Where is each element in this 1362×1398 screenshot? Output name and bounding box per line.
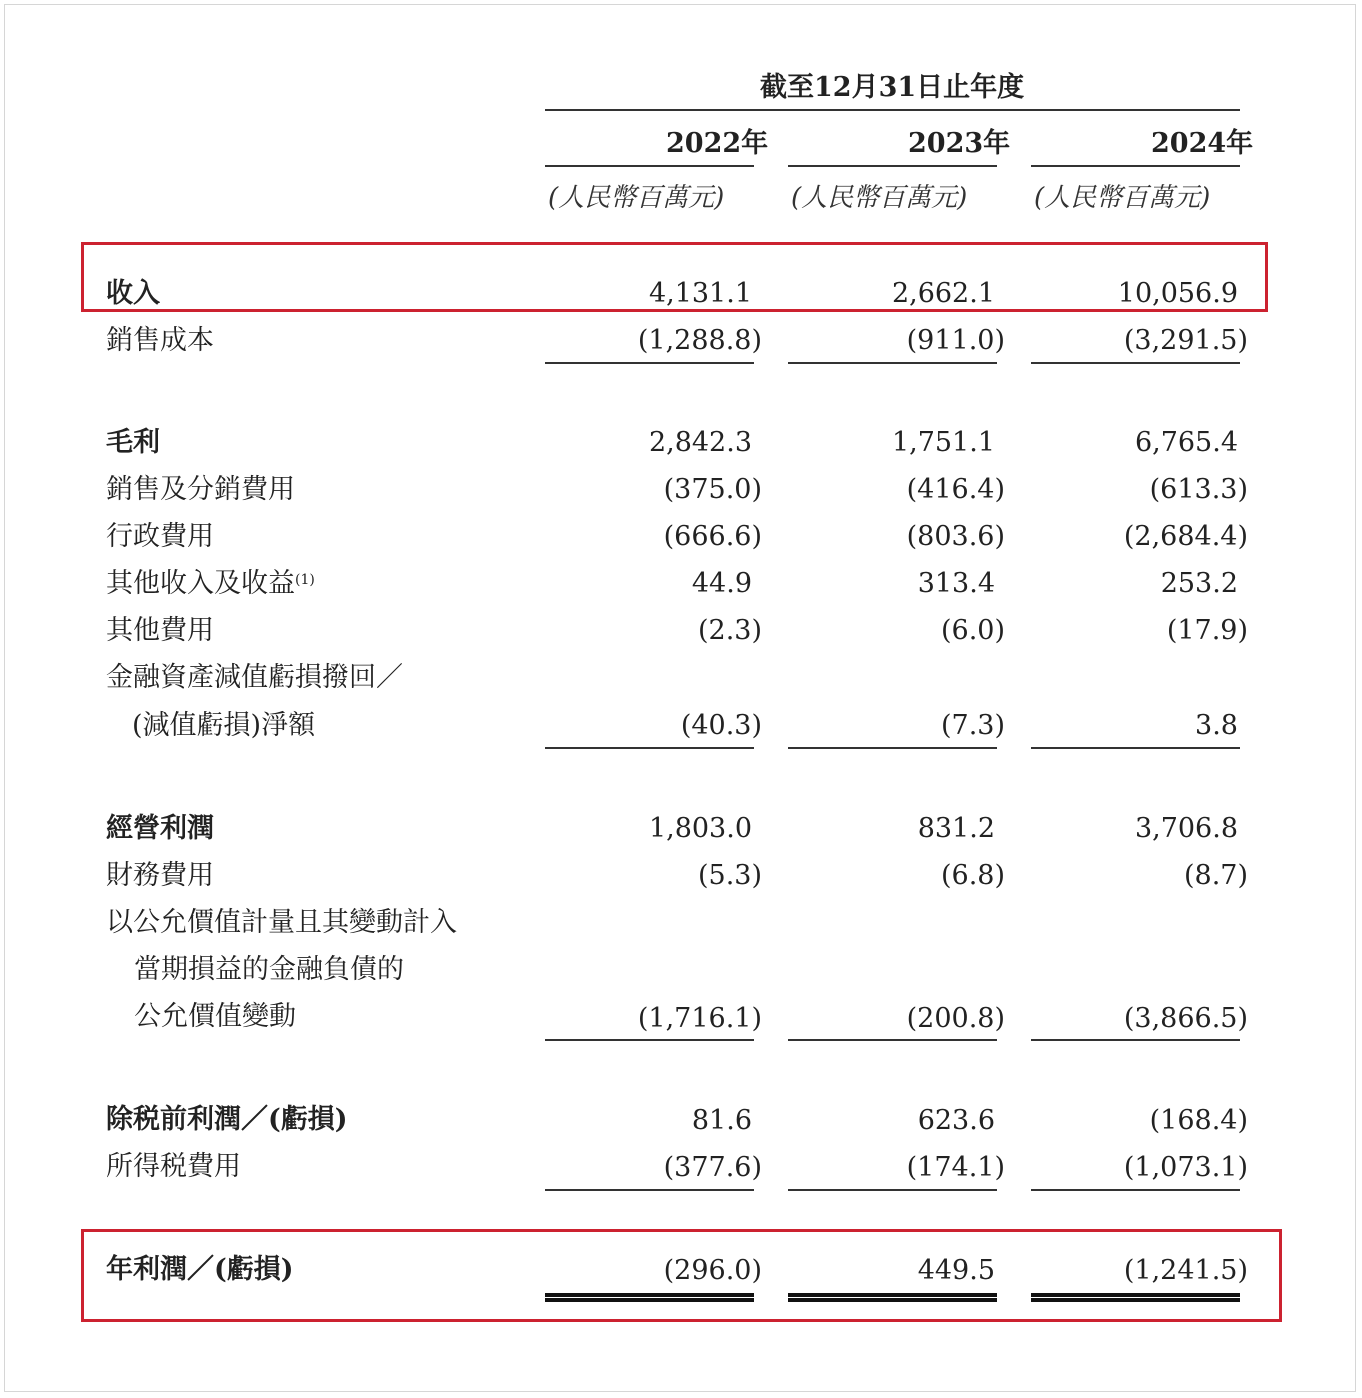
year-2024-header: 2024年	[1151, 128, 1254, 159]
value-cell: 4,131.1	[648, 278, 752, 309]
value-cell: (1,073.1)	[1123, 1152, 1248, 1183]
value-cell: (40.3)	[680, 710, 762, 741]
subtotal-line	[788, 362, 997, 364]
subtotal-line	[1031, 1039, 1240, 1041]
value-cell: (7.3)	[940, 710, 1005, 741]
row-label-admin-expenses: 行政費用	[106, 521, 214, 552]
row-label-selling-expenses: 銷售及分銷費用	[106, 474, 295, 505]
subtotal-line	[788, 1039, 997, 1041]
row-label-fair-value-change-cont: 當期損益的金融負債的	[134, 954, 404, 985]
value-cell: 1,803.0	[648, 813, 752, 844]
value-cell: (1,288.8)	[637, 325, 762, 356]
value-cell: (613.3)	[1149, 474, 1248, 505]
row-label-gross-profit: 毛利	[106, 427, 160, 458]
year-underline	[1031, 165, 1240, 167]
value-cell: 2,842.3	[648, 427, 752, 458]
value-cell: 313.4	[917, 568, 995, 599]
year-underline	[545, 165, 754, 167]
value-cell: (666.6)	[663, 521, 762, 552]
row-label-profit-before-tax: 除税前利潤／(虧損)	[106, 1104, 348, 1135]
subtotal-line	[545, 362, 754, 364]
value-cell: 1,751.1	[891, 427, 995, 458]
value-cell: 253.2	[1160, 568, 1238, 599]
value-cell: 81.6	[691, 1105, 752, 1136]
value-cell: 623.6	[917, 1105, 995, 1136]
value-cell: 3.8	[1195, 710, 1238, 741]
value-cell: 10,056.9	[1117, 278, 1238, 309]
value-cell: (2.3)	[697, 615, 762, 646]
subtotal-line	[788, 747, 997, 749]
footnote-marker: (1)	[295, 572, 315, 588]
row-label-impairment: 金融資產減值虧損撥回／	[106, 662, 403, 693]
subtotal-line	[1031, 747, 1240, 749]
unit-label: (人民幣百萬元)	[791, 183, 968, 213]
value-cell: (8.7)	[1183, 860, 1248, 891]
value-cell: (168.4)	[1149, 1105, 1248, 1136]
value-cell: (6.0)	[940, 615, 1005, 646]
value-cell: 2,662.1	[891, 278, 995, 309]
row-label-operating-profit: 經營利潤	[106, 813, 214, 844]
value-cell: (296.0)	[663, 1255, 762, 1286]
value-cell: (200.8)	[906, 1003, 1005, 1034]
row-label-finance-costs: 財務費用	[106, 860, 214, 891]
subtotal-line	[788, 1189, 997, 1191]
value-cell: (911.0)	[906, 325, 1005, 356]
value-cell: (3,866.5)	[1123, 1003, 1248, 1034]
value-cell: 831.2	[917, 813, 995, 844]
value-cell: (1,241.5)	[1123, 1255, 1248, 1286]
value-cell: (416.4)	[906, 474, 1005, 505]
total-double-line	[545, 1293, 754, 1302]
year-underline	[788, 165, 997, 167]
unit-label: (人民幣百萬元)	[548, 183, 725, 213]
year-2023-header: 2023年	[908, 128, 1011, 159]
value-cell: (174.1)	[906, 1152, 1005, 1183]
value-cell: (803.6)	[906, 521, 1005, 552]
period-underline	[545, 109, 1240, 111]
row-label-other-income	[106, 568, 315, 600]
value-cell: (1,716.1)	[637, 1003, 762, 1034]
value-cell: 449.5	[917, 1255, 995, 1286]
period-header: 截至12月31日止年度	[760, 72, 1025, 103]
value-cell: (3,291.5)	[1123, 325, 1248, 356]
value-cell: 6,765.4	[1134, 427, 1238, 458]
row-label-text: 其他收入及收益	[106, 568, 295, 599]
total-double-line	[1031, 1293, 1240, 1302]
row-label-revenue: 收入	[106, 278, 160, 309]
row-label-fair-value-change-cont: 公允價值變動	[134, 1001, 296, 1032]
row-label-income-tax: 所得税費用	[106, 1151, 241, 1182]
value-cell: (17.9)	[1166, 615, 1248, 646]
subtotal-line	[545, 747, 754, 749]
value-cell: (2,684.4)	[1123, 521, 1248, 552]
value-cell: (377.6)	[663, 1152, 762, 1183]
row-label-net-profit: 年利潤／(虧損)	[106, 1254, 294, 1285]
row-label-impairment-cont: (減值虧損)淨額	[132, 710, 316, 741]
value-cell: (5.3)	[697, 860, 762, 891]
subtotal-line	[545, 1039, 754, 1041]
value-cell: 3,706.8	[1134, 813, 1238, 844]
unit-label: (人民幣百萬元)	[1034, 183, 1211, 213]
subtotal-line	[545, 1189, 754, 1191]
row-label-fair-value-change: 以公允價值計量且其變動計入	[106, 907, 457, 938]
total-double-line	[788, 1293, 997, 1302]
year-2022-header: 2022年	[666, 128, 769, 159]
value-cell: (375.0)	[663, 474, 762, 505]
value-cell: (6.8)	[940, 860, 1005, 891]
subtotal-line	[1031, 362, 1240, 364]
row-label-cost-of-sales: 銷售成本	[106, 325, 214, 356]
subtotal-line	[1031, 1189, 1240, 1191]
value-cell: 44.9	[691, 568, 752, 599]
row-label-other-expenses: 其他費用	[106, 615, 214, 646]
